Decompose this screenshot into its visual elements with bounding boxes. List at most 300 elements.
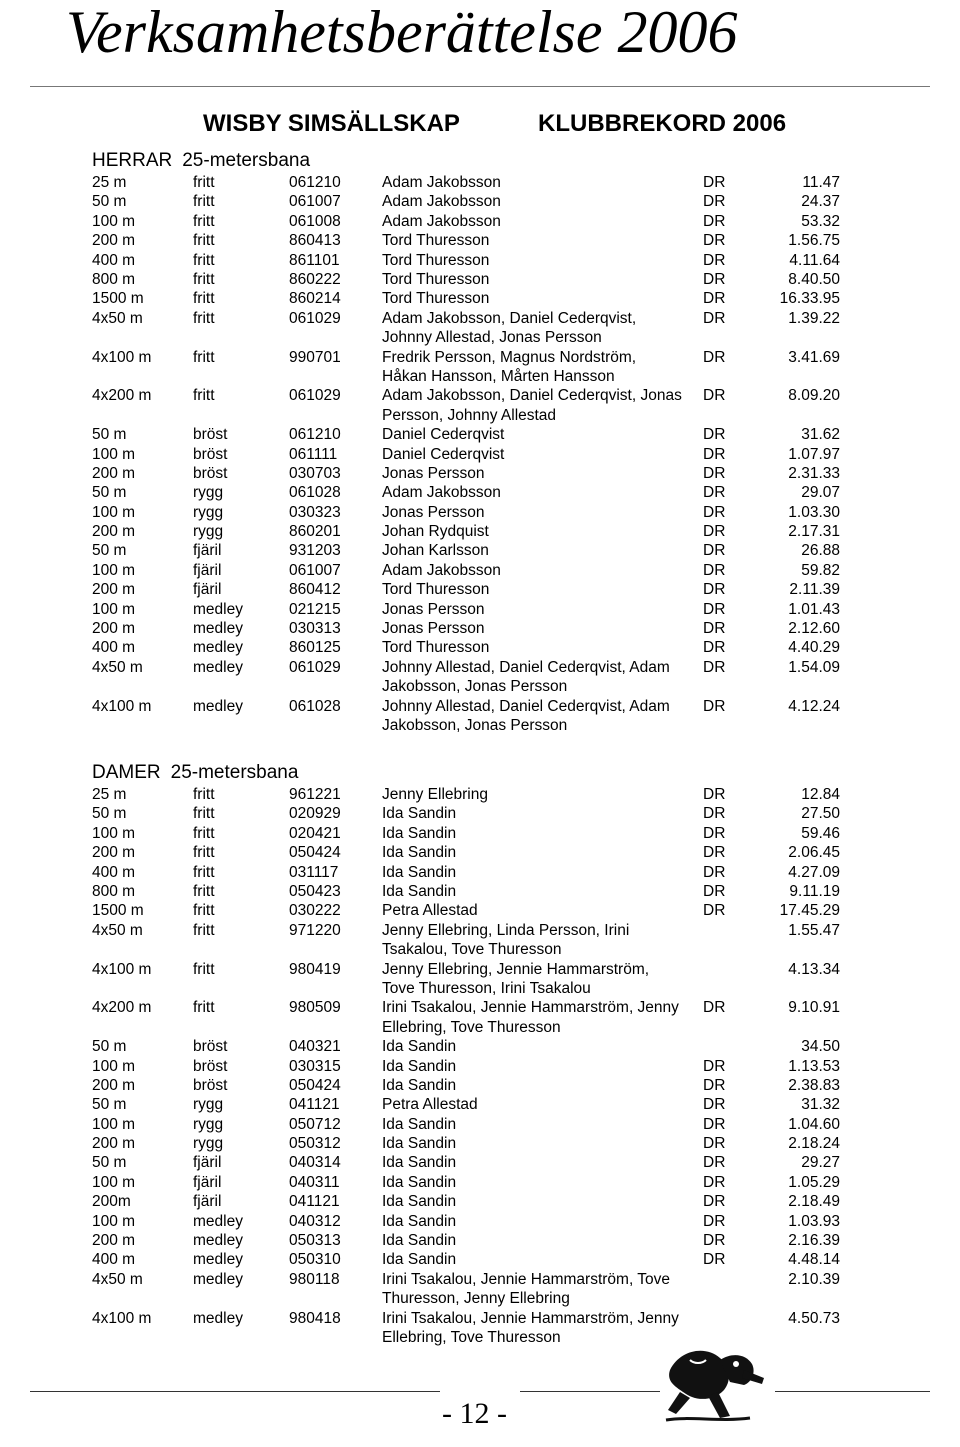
record-distance: 200 m	[92, 1232, 136, 1250]
record-district-record: DR	[703, 445, 726, 463]
record-distance: 4x200 m	[92, 999, 152, 1017]
record-swimmer: Jonas Persson	[382, 620, 485, 638]
record-row	[0, 1309, 960, 1348]
record-date: 050313	[289, 1232, 341, 1250]
record-time: 2.16.39	[788, 1232, 840, 1250]
record-distance: 100 m	[92, 1173, 136, 1191]
record-distance: 100 m	[92, 212, 136, 230]
record-date: 860201	[289, 523, 341, 541]
record-date: 980509	[289, 999, 341, 1017]
damer-pool: 25-metersbana	[170, 762, 299, 783]
record-time: 24.37	[801, 193, 840, 211]
record-date: 861101	[289, 251, 340, 269]
record-distance: 25 m	[92, 786, 127, 803]
record-district-record: DR	[703, 999, 726, 1017]
record-time: 2.31.33	[788, 464, 840, 482]
record-distance: 50 m	[92, 805, 127, 823]
record-swimmer: Ida Sandin	[382, 1212, 457, 1230]
record-stroke: fritt	[193, 921, 215, 939]
record-swimmer: Irini Tsakalou, Jennie Hammarström, Tove Thuresson, Jenny Ellebring	[382, 1270, 671, 1308]
record-distance: 200 m	[92, 1076, 136, 1094]
record-district-record: DR	[703, 212, 726, 230]
record-district-record: DR	[703, 639, 726, 657]
record-time: 16.33.95	[779, 290, 840, 308]
record-row	[0, 231, 960, 250]
record-district-record: DR	[703, 1173, 726, 1191]
record-row	[0, 804, 960, 823]
record-stroke: medley	[193, 600, 243, 618]
record-date: 061210	[289, 174, 341, 191]
record-row	[0, 561, 960, 580]
record-district-record: DR	[703, 1076, 726, 1094]
record-time: 17.45.29	[779, 902, 840, 920]
record-swimmer: Adam Jakobsson	[382, 212, 501, 230]
record-stroke: fritt	[193, 882, 215, 900]
record-distance: 50 m	[92, 1038, 127, 1056]
record-stroke: medley	[193, 1251, 243, 1269]
record-distance: 4x50 m	[92, 658, 143, 676]
record-date: 061111	[289, 445, 338, 463]
record-swimmer: Ida Sandin	[382, 1251, 457, 1269]
record-time: 2.12.60	[788, 620, 840, 638]
record-stroke: bröst	[193, 1038, 228, 1056]
record-distance: 200 m	[92, 844, 136, 862]
record-stroke: medley	[193, 620, 243, 638]
record-time: 12.84	[801, 786, 840, 803]
record-time: 31.32	[801, 1096, 840, 1114]
herrar-records-table	[0, 173, 960, 735]
record-swimmer: Adam Jakobsson	[382, 484, 501, 502]
record-date: 020421	[289, 824, 341, 842]
record-district-record: DR	[703, 464, 726, 482]
record-swimmer: Adam Jakobsson	[382, 193, 501, 211]
record-stroke: fritt	[193, 786, 215, 803]
record-distance: 400 m	[92, 639, 136, 657]
record-row	[0, 1270, 960, 1309]
record-time: 2.06.45	[788, 844, 840, 862]
record-district-record: DR	[703, 1154, 726, 1172]
record-district-record: DR	[703, 348, 726, 366]
record-district-record: DR	[703, 1251, 726, 1269]
record-district-record: DR	[703, 193, 726, 211]
record-row	[0, 425, 960, 444]
record-row	[0, 289, 960, 308]
record-distance: 100 m	[92, 1115, 136, 1133]
record-distance: 200 m	[92, 232, 136, 250]
record-stroke: fjäril	[193, 1193, 222, 1211]
record-row	[0, 998, 960, 1037]
record-time: 1.13.53	[788, 1057, 840, 1075]
record-swimmer: Daniel Cederqvist	[382, 445, 505, 463]
record-swimmer: Jonas Persson	[382, 503, 485, 521]
record-stroke: medley	[193, 1232, 243, 1250]
record-distance: 200 m	[92, 464, 136, 482]
record-district-record: DR	[703, 232, 726, 250]
damer-heading	[92, 762, 298, 784]
herrar-pool: 25-metersbana	[182, 150, 311, 171]
record-stroke: fritt	[193, 174, 215, 191]
record-swimmer: Ida Sandin	[382, 824, 457, 842]
record-time: 34.50	[801, 1038, 840, 1056]
club-name: WISBY SIMSÄLLSKAP	[203, 110, 460, 137]
record-row	[0, 192, 960, 211]
record-row	[0, 960, 960, 999]
record-row	[0, 541, 960, 560]
record-distance: 100 m	[92, 503, 136, 521]
record-swimmer: Tord Thuresson	[382, 290, 490, 308]
record-distance: 200 m	[92, 523, 136, 541]
record-row	[0, 483, 960, 502]
record-time: 1.39.22	[788, 309, 840, 327]
record-row	[0, 386, 960, 425]
record-stroke: fritt	[193, 348, 215, 366]
record-distance: 50 m	[92, 1154, 127, 1172]
record-date: 030315	[289, 1057, 341, 1075]
record-time: 4.12.24	[788, 697, 840, 715]
record-time: 29.07	[801, 484, 840, 502]
record-distance: 1500 m	[92, 902, 144, 920]
record-swimmer: Petra Allestad	[382, 1096, 478, 1114]
record-swimmer: Jonas Persson	[382, 464, 485, 482]
record-time: 8.09.20	[788, 387, 840, 405]
record-distance: 4x100 m	[92, 1309, 152, 1327]
record-time: 9.11.19	[789, 882, 840, 900]
record-district-record: DR	[703, 523, 726, 541]
record-distance: 400 m	[92, 251, 136, 269]
record-time: 1.04.60	[788, 1115, 840, 1133]
record-stroke: fritt	[193, 863, 215, 881]
record-swimmer: Johnny Allestad, Daniel Cederqvist, Adam Jakobsson, Jonas Persson	[382, 658, 670, 696]
record-time: 2.38.83	[788, 1076, 840, 1094]
record-stroke: medley	[193, 1309, 243, 1327]
record-district-record: DR	[703, 805, 726, 823]
record-time: 2.17.31	[788, 523, 840, 541]
record-time: 27.50	[801, 805, 840, 823]
record-row	[0, 1153, 960, 1172]
record-time: 4.27.09	[788, 863, 840, 881]
record-stroke: bröst	[193, 1057, 228, 1075]
record-date: 030323	[289, 503, 341, 521]
record-row	[0, 1095, 960, 1114]
record-district-record: DR	[703, 1212, 726, 1230]
record-district-record: DR	[703, 844, 726, 862]
record-date: 980419	[289, 960, 341, 978]
record-row	[0, 270, 960, 289]
record-row	[0, 785, 960, 804]
record-date: 971220	[289, 921, 341, 939]
record-distance: 100 m	[92, 561, 136, 579]
record-row	[0, 1134, 960, 1153]
record-distance: 4x100 m	[92, 348, 152, 366]
record-stroke: medley	[193, 697, 243, 715]
record-date: 050423	[289, 882, 341, 900]
record-time: 1.01.43	[788, 600, 840, 618]
record-time: 53.32	[801, 212, 840, 230]
record-distance: 4x100 m	[92, 697, 152, 715]
record-date: 040311	[289, 1173, 340, 1191]
record-stroke: rygg	[193, 1115, 224, 1133]
record-row	[0, 1115, 960, 1134]
record-row	[0, 445, 960, 464]
record-stroke: fritt	[193, 232, 215, 250]
record-distance: 50 m	[92, 484, 127, 502]
record-swimmer: Ida Sandin	[382, 1154, 457, 1172]
record-row	[0, 600, 960, 619]
record-row	[0, 901, 960, 920]
record-stroke: rygg	[193, 523, 224, 541]
record-row	[0, 173, 960, 192]
record-date: 050310	[289, 1251, 341, 1269]
record-distance: 50 m	[92, 542, 127, 560]
record-district-record: DR	[703, 1232, 726, 1250]
record-time: 2.10.39	[788, 1270, 840, 1288]
record-stroke: fritt	[193, 824, 215, 842]
record-date: 041121	[289, 1193, 340, 1211]
record-date: 030222	[289, 902, 341, 920]
record-distance: 100 m	[92, 600, 136, 618]
record-swimmer: Tord Thuresson	[382, 270, 490, 288]
record-swimmer: Jonas Persson	[382, 600, 485, 618]
record-date: 860125	[289, 639, 341, 657]
record-date: 860413	[289, 232, 341, 250]
record-distance: 4x100 m	[92, 960, 152, 978]
record-swimmer: Tord Thuresson	[382, 639, 490, 657]
record-district-record: DR	[703, 290, 726, 308]
record-stroke: fritt	[193, 212, 215, 230]
record-stroke: fritt	[193, 309, 215, 327]
record-swimmer: Ida Sandin	[382, 863, 457, 881]
record-row	[0, 251, 960, 270]
record-date: 030313	[289, 620, 341, 638]
record-row	[0, 212, 960, 231]
record-date: 061007	[289, 561, 341, 579]
record-time: 8.40.50	[788, 270, 840, 288]
page-number: - 12 -	[442, 1397, 507, 1430]
record-date: 061210	[289, 426, 341, 444]
record-row	[0, 697, 960, 736]
record-date: 050712	[289, 1115, 341, 1133]
record-distance: 400 m	[92, 863, 136, 881]
record-stroke: medley	[193, 639, 243, 657]
record-row	[0, 824, 960, 843]
record-district-record: DR	[703, 270, 726, 288]
record-stroke: fjäril	[193, 1154, 222, 1172]
record-time: 26.88	[801, 542, 840, 560]
record-date: 860222	[289, 270, 341, 288]
record-date: 061028	[289, 484, 341, 502]
record-stroke: medley	[193, 658, 243, 676]
record-stroke: fritt	[193, 902, 215, 920]
record-stroke: medley	[193, 1270, 243, 1288]
record-date: 061029	[289, 387, 341, 405]
record-district-record: DR	[703, 561, 726, 579]
record-swimmer: Irini Tsakalou, Jennie Hammarström, Jenny Ellebring, Tove Thuresson	[382, 1309, 679, 1347]
record-row	[0, 348, 960, 387]
record-row	[0, 1250, 960, 1269]
record-row	[0, 503, 960, 522]
record-time: 1.56.75	[788, 232, 840, 250]
record-date: 030703	[289, 464, 341, 482]
record-swimmer: Ida Sandin	[382, 1135, 457, 1153]
record-row	[0, 863, 960, 882]
record-swimmer: Johan Rydquist	[382, 523, 489, 541]
record-row	[0, 309, 960, 348]
record-swimmer: Ida Sandin	[382, 1232, 457, 1250]
record-date: 860214	[289, 290, 341, 308]
record-swimmer: Petra Allestad	[382, 902, 478, 920]
record-district-record: DR	[703, 387, 726, 405]
record-time: 1.54.09	[788, 658, 840, 676]
damer-records-table	[0, 785, 960, 1347]
swimmer-cartoon-icon	[660, 1330, 770, 1425]
record-distance: 25 m	[92, 174, 127, 191]
record-stroke: bröst	[193, 1076, 228, 1094]
record-date: 061029	[289, 309, 341, 327]
record-district-record: DR	[703, 542, 726, 560]
record-time: 1.07.97	[788, 445, 840, 463]
record-distance: 4x200 m	[92, 387, 152, 405]
record-time: 4.13.34	[788, 960, 840, 978]
record-time: 4.48.14	[788, 1251, 840, 1269]
record-stroke: rygg	[193, 484, 224, 502]
record-distance: 200m	[92, 1193, 131, 1211]
record-row	[0, 1192, 960, 1211]
record-district-record: DR	[703, 309, 726, 327]
record-district-record: DR	[703, 581, 726, 599]
record-row	[0, 464, 960, 483]
record-district-record: DR	[703, 863, 726, 881]
record-row	[0, 619, 960, 638]
record-district-record: DR	[703, 600, 726, 618]
record-distance: 200 m	[92, 1135, 136, 1153]
footer-rule-middle	[520, 1391, 660, 1392]
record-swimmer: Jenny Ellebring	[382, 786, 488, 803]
record-date: 031117	[289, 863, 339, 881]
record-distance: 800 m	[92, 270, 136, 288]
record-date: 050424	[289, 1076, 341, 1094]
record-distance: 50 m	[92, 193, 127, 211]
record-stroke: bröst	[193, 426, 228, 444]
title-divider	[30, 86, 930, 87]
damer-label: DAMER	[92, 762, 161, 783]
record-swimmer: Irini Tsakalou, Jennie Hammarström, Jenny Ellebring, Tove Thuresson	[382, 999, 679, 1036]
record-time: 1.55.47	[788, 921, 840, 939]
record-district-record: DR	[703, 658, 726, 676]
record-distance: 1500 m	[92, 290, 144, 308]
record-stroke: rygg	[193, 1135, 224, 1153]
record-date: 061008	[289, 212, 341, 230]
record-stroke: fritt	[193, 193, 215, 211]
record-district-record: DR	[703, 824, 726, 842]
record-row	[0, 921, 960, 960]
record-distance: 100 m	[92, 445, 136, 463]
record-time: 2.11.39	[789, 581, 840, 599]
record-time: 1.03.93	[788, 1212, 840, 1230]
record-time: 4.11.64	[789, 251, 840, 269]
record-district-record: DR	[703, 174, 726, 191]
record-swimmer: Tord Thuresson	[382, 251, 490, 269]
record-date: 041121	[289, 1096, 340, 1114]
record-stroke: fritt	[193, 290, 215, 308]
record-district-record: DR	[703, 503, 726, 521]
record-distance: 50 m	[92, 1096, 127, 1114]
record-stroke: fritt	[193, 805, 215, 823]
record-date: 040321	[289, 1038, 341, 1056]
record-swimmer: Ida Sandin	[382, 1057, 457, 1075]
record-date: 050312	[289, 1135, 341, 1153]
footer-rule-left	[30, 1391, 440, 1392]
record-swimmer: Johan Karlsson	[382, 542, 489, 560]
page-title: Verksamhetsberättelse 2006	[66, 0, 738, 65]
record-heading: KLUBBREKORD 2006	[538, 110, 787, 137]
record-distance: 4x50 m	[92, 921, 143, 939]
record-time: 59.46	[801, 824, 840, 842]
record-row	[0, 638, 960, 657]
record-district-record: DR	[703, 620, 726, 638]
record-swimmer: Adam Jakobsson, Daniel Cederqvist, Jonas Persson, Johnny Allestad	[382, 387, 682, 424]
record-swimmer: Daniel Cederqvist	[382, 426, 505, 444]
record-stroke: fritt	[193, 844, 215, 862]
record-row	[0, 1212, 960, 1231]
record-stroke: fjäril	[193, 561, 222, 579]
record-district-record: DR	[703, 484, 726, 502]
record-row	[0, 882, 960, 901]
record-stroke: fritt	[193, 999, 215, 1017]
record-row	[0, 1076, 960, 1095]
record-stroke: fjäril	[193, 1173, 222, 1191]
record-swimmer: Tord Thuresson	[382, 581, 490, 599]
record-distance: 200 m	[92, 581, 136, 599]
footer-rule-right	[775, 1391, 930, 1392]
record-time: 1.05.29	[788, 1173, 840, 1191]
record-row	[0, 522, 960, 541]
record-district-record: DR	[703, 1193, 726, 1211]
herrar-heading	[92, 150, 310, 172]
record-row	[0, 1231, 960, 1250]
record-date: 020929	[289, 805, 341, 823]
record-time: 2.18.24	[788, 1135, 840, 1153]
record-date: 860412	[289, 581, 341, 599]
record-stroke: bröst	[193, 445, 228, 463]
record-time: 29.27	[801, 1154, 840, 1172]
record-stroke: fritt	[193, 387, 215, 405]
record-date: 061029	[289, 658, 341, 676]
record-stroke: fjäril	[193, 542, 222, 560]
record-time: 59.82	[801, 561, 840, 579]
record-stroke: bröst	[193, 464, 228, 482]
record-swimmer: Adam Jakobsson, Daniel Cederqvist, Johnny Allestad, Jonas Persson	[382, 309, 637, 347]
record-distance: 800 m	[92, 882, 136, 900]
record-row	[0, 1173, 960, 1192]
record-stroke: fritt	[193, 270, 215, 288]
record-row	[0, 1057, 960, 1076]
record-distance: 400 m	[92, 1251, 136, 1269]
record-distance: 100 m	[92, 824, 136, 842]
record-district-record: DR	[703, 882, 726, 900]
record-swimmer: Jenny Ellebring, Linda Persson, Irini Tsakalou, Tove Thuresson	[382, 921, 630, 959]
record-distance: 4x50 m	[92, 1270, 143, 1288]
record-stroke: rygg	[193, 503, 224, 521]
record-swimmer: Ida Sandin	[382, 805, 457, 823]
record-row	[0, 1037, 960, 1056]
record-date: 980118	[289, 1270, 340, 1288]
record-date: 040314	[289, 1154, 341, 1172]
record-stroke: fritt	[193, 251, 215, 269]
record-stroke: rygg	[193, 1096, 224, 1114]
record-distance: 4x50 m	[92, 309, 143, 327]
herrar-label: HERRAR	[92, 150, 173, 171]
record-time: 4.50.73	[788, 1309, 840, 1327]
